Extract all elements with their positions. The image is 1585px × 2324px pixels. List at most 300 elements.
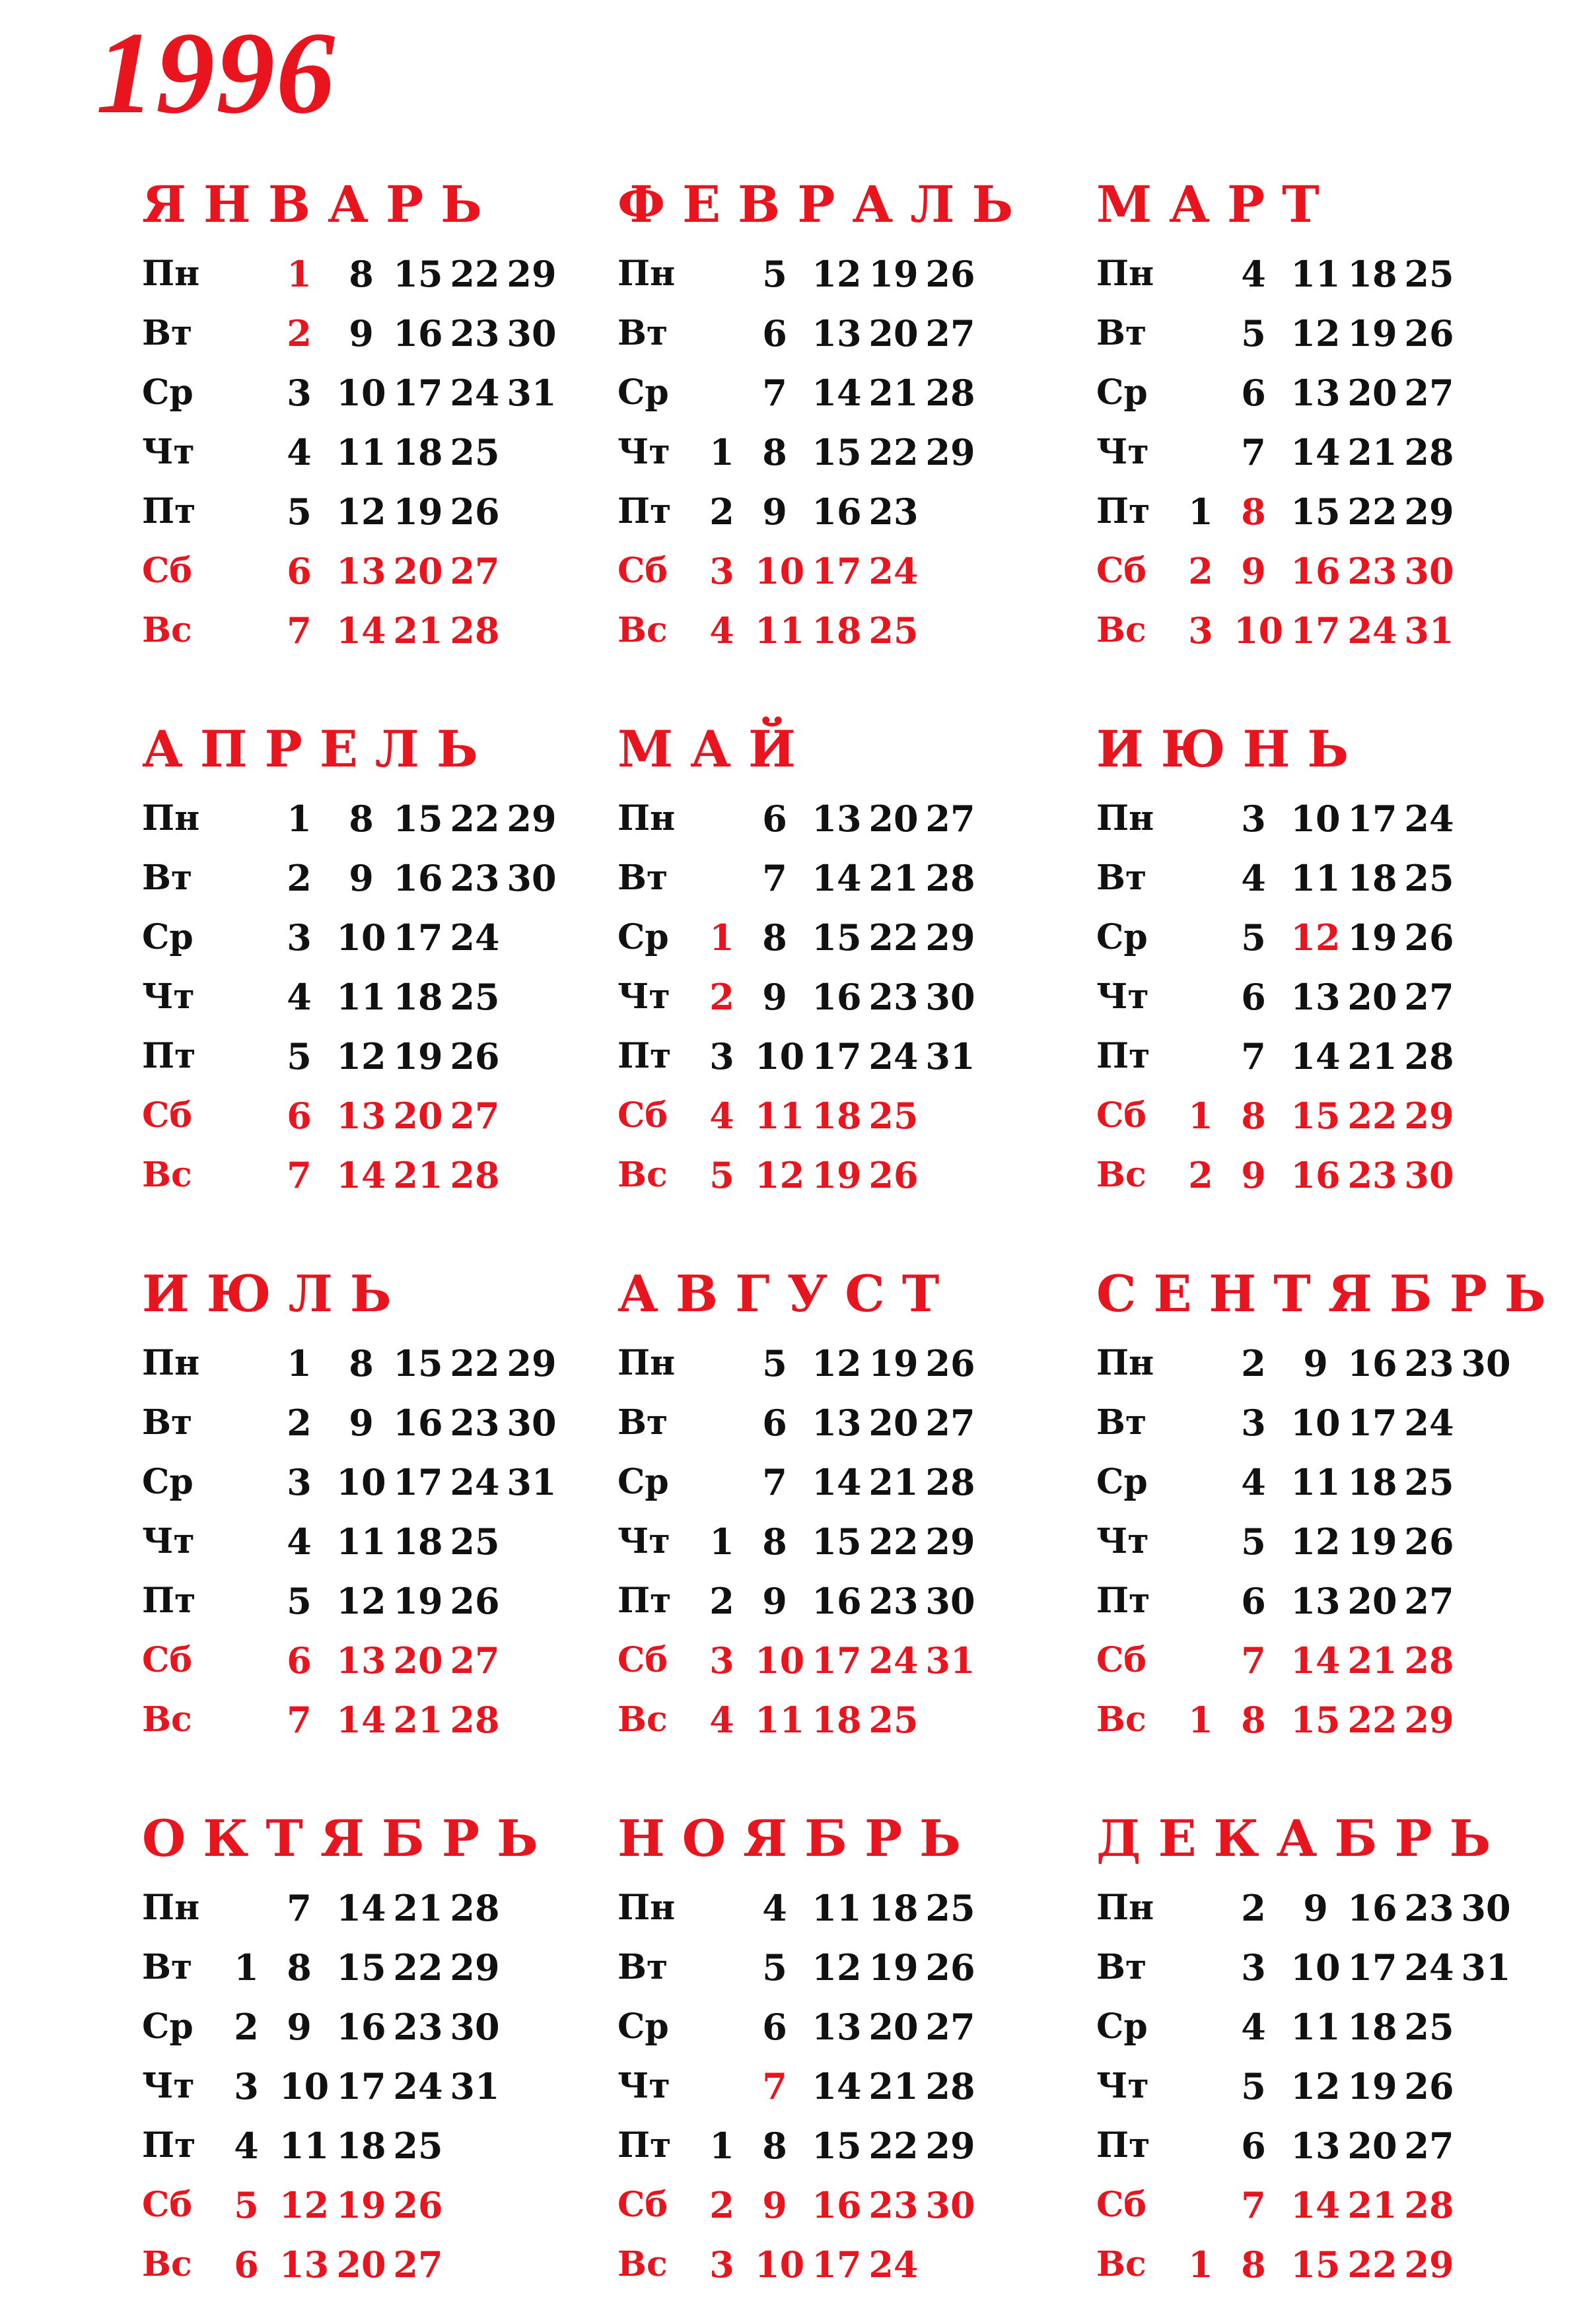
weekday-label: Ср <box>617 917 669 957</box>
weekday-row <box>1096 1145 1572 1205</box>
day-cell: 31 <box>925 1035 975 1077</box>
day-cell: 27 <box>1404 976 1454 1018</box>
day-cell: 16 <box>812 1580 862 1622</box>
day-cell: 10 <box>1290 1402 1341 1444</box>
day-cell: 2 <box>287 857 312 899</box>
weekday-label: Вт <box>142 858 193 898</box>
day-cell: 4 <box>1241 253 1266 295</box>
day-cell: 15 <box>1290 1095 1341 1137</box>
day-cell: 25 <box>393 2125 443 2167</box>
day-cell: 28 <box>450 609 500 652</box>
day-cell: 29 <box>507 798 557 840</box>
weekday-row <box>1096 2175 1572 2235</box>
day-cell: 7 <box>762 372 787 414</box>
day-cell: 23 <box>1347 550 1397 592</box>
weekday-label: Пн <box>142 1888 200 1928</box>
weekday-row <box>142 482 617 541</box>
day-cell: 28 <box>925 1461 975 1503</box>
weekday-row <box>142 2057 617 2116</box>
day-cell: 4 <box>762 1887 787 1929</box>
weekday-row <box>142 304 617 363</box>
weekday-label: Пн <box>142 798 200 838</box>
day-cell: 10 <box>755 550 805 592</box>
day-cell: 27 <box>450 550 500 592</box>
weekday-row <box>617 1027 1093 1086</box>
day-cell: 12 <box>336 1580 386 1622</box>
day-cell: 14 <box>1290 2184 1341 2226</box>
day-cell: 8 <box>349 798 374 840</box>
day-cell: 24 <box>450 916 500 959</box>
day-cell: 6 <box>287 550 312 592</box>
day-cell: 22 <box>868 1521 919 1563</box>
weekday-label: Пт <box>617 491 672 531</box>
day-cell: 2 <box>709 1580 734 1622</box>
day-cell: 23 <box>450 857 500 899</box>
day-cell: 29 <box>507 253 557 295</box>
day-cell: 23 <box>868 1580 919 1622</box>
weekday-label: Пт <box>617 1581 672 1621</box>
weekday-row <box>1096 1086 1572 1145</box>
weekday-label: Чт <box>142 976 195 1017</box>
weekday-row <box>1096 304 1572 363</box>
day-cell: 11 <box>1290 253 1341 295</box>
day-cell: 26 <box>925 1946 975 1989</box>
day-cell: 19 <box>1347 2065 1397 2107</box>
weekday-row <box>1096 601 1572 660</box>
day-cell: 28 <box>925 372 975 414</box>
weekday-row <box>142 1997 617 2057</box>
month-block <box>617 713 1093 1235</box>
day-cell: 13 <box>336 1639 386 1682</box>
day-cell: 25 <box>868 1095 919 1137</box>
weekday-label: Пн <box>142 1343 200 1383</box>
day-cell: 14 <box>812 2065 862 2107</box>
weekday-row <box>617 2057 1093 2116</box>
day-cell: 28 <box>1404 2184 1454 2226</box>
day-cell: 7 <box>287 1699 312 1741</box>
day-cell: 12 <box>279 2184 330 2226</box>
day-cell: 22 <box>1347 491 1397 533</box>
day-cell: 19 <box>1347 312 1397 355</box>
day-cell: 30 <box>507 1402 557 1444</box>
weekday-label: Вт <box>617 1402 668 1443</box>
weekday-row <box>1096 1512 1572 1571</box>
day-cell: 3 <box>287 916 312 959</box>
weekday-row <box>617 304 1093 363</box>
day-cell: 18 <box>868 1887 919 1929</box>
weekday-row <box>617 908 1093 967</box>
day-cell: 23 <box>1347 1154 1397 1196</box>
day-cell: 13 <box>812 2006 862 2048</box>
day-cell: 17 <box>393 916 443 959</box>
day-cell: 17 <box>1347 1946 1397 1989</box>
day-cell: 12 <box>755 1154 805 1196</box>
day-cell: 29 <box>925 1521 975 1563</box>
day-cell: 24 <box>1404 798 1454 840</box>
day-cell: 2 <box>1188 1154 1213 1196</box>
day-cell: 11 <box>755 609 805 652</box>
day-cell: 3 <box>709 1639 734 1682</box>
day-cell: 12 <box>1290 312 1341 355</box>
day-cell: 27 <box>925 1402 975 1444</box>
month-block <box>617 1258 1093 1779</box>
month-block <box>1096 1258 1572 1779</box>
day-cell: 26 <box>925 253 975 295</box>
day-cell: 25 <box>1404 857 1454 899</box>
day-cell: 16 <box>1290 1154 1341 1196</box>
weekday-label: Ср <box>1096 2006 1148 2047</box>
day-cell: 7 <box>287 609 312 652</box>
day-cell: 24 <box>1404 1402 1454 1444</box>
day-cell: 7 <box>287 1154 312 1196</box>
weekday-label: Сб <box>1096 551 1147 591</box>
weekday-row <box>142 848 617 908</box>
day-cell: 21 <box>868 372 919 414</box>
day-cell: 12 <box>336 1035 386 1077</box>
day-cell: 10 <box>755 1639 805 1682</box>
day-cell: 18 <box>812 609 862 652</box>
day-cell: 13 <box>812 1402 862 1444</box>
day-cell: 21 <box>868 2065 919 2107</box>
day-cell: 6 <box>287 1095 312 1137</box>
day-cell: 15 <box>812 916 862 959</box>
month-block <box>142 713 617 1235</box>
day-cell: 29 <box>1404 2243 1454 2286</box>
day-cell: 31 <box>1404 609 1454 652</box>
day-cell: 3 <box>709 550 734 592</box>
month-name: МАЙ <box>617 720 813 778</box>
day-cell: 14 <box>812 1461 862 1503</box>
weekday-label: Ср <box>142 1462 194 1502</box>
weekday-label: Пн <box>617 254 676 294</box>
day-cell: 17 <box>1347 798 1397 840</box>
day-cell: 30 <box>1404 1154 1454 1196</box>
day-cell: 1 <box>287 1342 312 1384</box>
weekday-label: Вс <box>1096 610 1146 650</box>
day-cell: 18 <box>812 1095 862 1137</box>
day-cell: 19 <box>336 2184 386 2226</box>
day-cell: 24 <box>450 1461 500 1503</box>
day-cell: 11 <box>1290 2006 1341 2048</box>
day-cell: 8 <box>349 1342 374 1384</box>
day-cell: 19 <box>868 1342 919 1384</box>
weekday-row <box>142 789 617 848</box>
month-name: ДЕКАБРЬ <box>1096 1809 1508 1868</box>
weekday-row <box>142 1571 617 1631</box>
weekday-label: Сб <box>617 2185 668 2225</box>
weekday-row <box>617 244 1093 304</box>
day-cell: 19 <box>393 491 443 533</box>
weekday-label: Чт <box>142 1521 195 1561</box>
day-cell: 29 <box>925 2125 975 2167</box>
weekday-row <box>1096 1997 1572 2057</box>
day-cell: 21 <box>393 1154 443 1196</box>
weekday-label: Вт <box>1096 1947 1147 1987</box>
weekday-label: Пн <box>1096 798 1154 838</box>
day-cell: 20 <box>393 1095 443 1137</box>
day-cell: 11 <box>1290 1461 1341 1503</box>
weekday-label: Чт <box>142 2066 195 2106</box>
day-cell: 1 <box>709 1521 734 1563</box>
day-cell: 4 <box>287 431 312 473</box>
day-cell: 21 <box>1347 2184 1397 2226</box>
day-cell: 27 <box>1404 1580 1454 1622</box>
weekday-label: Ср <box>1096 372 1148 413</box>
weekday-row <box>1096 2116 1572 2175</box>
day-cell: 9 <box>762 491 787 533</box>
day-cell: 23 <box>1404 1342 1454 1384</box>
weekday-row <box>142 1631 617 1690</box>
weekday-label: Сб <box>617 1640 668 1680</box>
day-cell: 26 <box>1404 1521 1454 1563</box>
day-cell: 20 <box>393 550 443 592</box>
day-cell: 14 <box>812 372 862 414</box>
weekday-label: Пн <box>142 254 200 294</box>
day-cell: 29 <box>507 1342 557 1384</box>
weekday-label: Пт <box>142 1036 196 1076</box>
weekday-row <box>142 1878 617 1938</box>
month-name: ИЮНЬ <box>1096 720 1366 778</box>
day-cell: 14 <box>336 1699 386 1741</box>
day-cell: 8 <box>1241 1095 1266 1137</box>
weekday-row <box>617 2235 1093 2294</box>
weekday-label: Сб <box>142 2185 193 2225</box>
day-cell: 24 <box>868 2243 919 2286</box>
day-cell: 4 <box>1241 1461 1266 1503</box>
weekday-label: Ср <box>617 2006 669 2047</box>
day-cell: 15 <box>812 1521 862 1563</box>
weekday-row <box>617 482 1093 541</box>
day-cell: 4 <box>709 609 734 652</box>
day-cell: 14 <box>336 1887 386 1929</box>
day-cell: 10 <box>336 1461 386 1503</box>
day-cell: 16 <box>812 976 862 1018</box>
day-cell: 5 <box>762 1946 787 1989</box>
weekday-label: Пт <box>1096 2125 1150 2166</box>
day-cell: 25 <box>925 1887 975 1929</box>
day-cell: 30 <box>925 2184 975 2226</box>
weekday-label: Вс <box>617 610 668 650</box>
day-cell: 3 <box>709 2243 734 2286</box>
weekday-label: Вт <box>142 1402 193 1443</box>
day-cell: 1 <box>1188 2243 1213 2286</box>
day-cell: 25 <box>1404 1461 1454 1503</box>
day-cell: 21 <box>1347 1639 1397 1682</box>
day-cell: 2 <box>709 491 734 533</box>
day-cell: 12 <box>812 1946 862 1989</box>
day-cell: 13 <box>336 550 386 592</box>
day-cell: 28 <box>925 857 975 899</box>
weekday-label: Пн <box>617 1343 676 1383</box>
day-cell: 7 <box>762 1461 787 1503</box>
day-cell: 14 <box>1290 431 1341 473</box>
day-cell: 13 <box>336 1095 386 1137</box>
day-cell: 26 <box>450 1035 500 1077</box>
day-cell: 4 <box>287 1521 312 1563</box>
day-cell: 22 <box>1347 1699 1397 1741</box>
day-cell: 18 <box>1347 2006 1397 2048</box>
month-name: ФЕВРАЛЬ <box>617 175 1031 234</box>
day-cell: 13 <box>812 312 862 355</box>
weekday-label: Сб <box>142 1095 193 1136</box>
day-cell: 23 <box>868 976 919 1018</box>
day-cell: 14 <box>336 1154 386 1196</box>
weekday-row <box>1096 423 1572 482</box>
weekday-label: Ср <box>142 372 194 413</box>
weekday-row <box>617 1631 1093 1690</box>
day-cell: 29 <box>1404 1095 1454 1137</box>
weekday-label: Сб <box>1096 1095 1147 1136</box>
day-cell: 17 <box>812 1639 862 1682</box>
day-cell: 3 <box>1241 798 1266 840</box>
weekday-row <box>142 908 617 967</box>
day-cell: 30 <box>925 976 975 1018</box>
weekday-row <box>142 1690 617 1750</box>
weekday-label: Пт <box>1096 491 1150 531</box>
day-cell: 16 <box>1290 550 1341 592</box>
day-cell: 31 <box>450 2065 500 2107</box>
day-cell: 14 <box>1290 1639 1341 1682</box>
weekday-label: Вт <box>142 1947 193 1987</box>
day-cell: 1 <box>287 798 312 840</box>
day-cell: 12 <box>812 253 862 295</box>
day-cell: 7 <box>1241 1639 1266 1682</box>
weekday-label: Сб <box>617 1095 668 1136</box>
day-cell: 21 <box>393 1887 443 1929</box>
day-cell: 2 <box>1241 1342 1266 1384</box>
day-cell: 24 <box>1404 1946 1454 1989</box>
day-cell: 20 <box>336 2243 386 2286</box>
day-cell: 4 <box>234 2125 259 2167</box>
day-cell: 1 <box>287 253 312 295</box>
day-cell: 17 <box>1290 609 1341 652</box>
weekday-row <box>1096 1334 1572 1393</box>
day-cell: 13 <box>1290 1580 1341 1622</box>
day-cell: 12 <box>336 491 386 533</box>
day-cell: 15 <box>393 798 443 840</box>
day-cell: 11 <box>755 1699 805 1741</box>
day-cell: 3 <box>709 1035 734 1077</box>
weekday-label: Ср <box>1096 917 1148 957</box>
day-cell: 5 <box>1241 1521 1266 1563</box>
day-cell: 5 <box>1241 2065 1266 2107</box>
day-cell: 9 <box>1303 1342 1328 1384</box>
day-cell: 17 <box>1347 1402 1397 1444</box>
weekday-label: Вт <box>617 858 668 898</box>
month-block <box>142 1258 617 1779</box>
weekday-row <box>1096 789 1572 848</box>
day-cell: 16 <box>1347 1887 1397 1929</box>
weekday-row <box>142 541 617 601</box>
day-cell: 3 <box>287 1461 312 1503</box>
day-cell: 25 <box>868 609 919 652</box>
day-cell: 19 <box>393 1035 443 1077</box>
day-cell: 30 <box>1461 1887 1511 1929</box>
day-cell: 23 <box>450 1402 500 1444</box>
day-cell: 26 <box>450 1580 500 1622</box>
day-cell: 6 <box>287 1639 312 1682</box>
day-cell: 10 <box>755 2243 805 2286</box>
weekday-row <box>1096 2057 1572 2116</box>
day-cell: 16 <box>393 312 443 355</box>
day-cell: 22 <box>1347 1095 1397 1137</box>
weekday-label: Чт <box>142 432 195 472</box>
day-cell: 4 <box>709 1095 734 1137</box>
day-cell: 9 <box>287 2006 312 2048</box>
weekday-row <box>1096 1027 1572 1086</box>
day-cell: 27 <box>450 1639 500 1682</box>
weekday-label: Пт <box>142 491 196 531</box>
day-cell: 22 <box>450 1342 500 1384</box>
day-cell: 15 <box>812 2125 862 2167</box>
day-cell: 10 <box>1234 609 1284 652</box>
day-cell: 28 <box>1404 431 1454 473</box>
day-cell: 9 <box>1303 1887 1328 1929</box>
day-cell: 12 <box>1290 2065 1341 2107</box>
day-cell: 10 <box>336 372 386 414</box>
month-name: СЕНТЯБРЬ <box>1096 1264 1563 1323</box>
day-cell: 13 <box>1290 976 1341 1018</box>
month-block <box>617 168 1093 690</box>
day-cell: 2 <box>234 2006 259 2048</box>
weekday-label: Вс <box>1096 1699 1146 1740</box>
day-cell: 17 <box>812 1035 862 1077</box>
weekday-row <box>617 2116 1093 2175</box>
day-cell: 23 <box>1404 1887 1454 1929</box>
day-cell: 16 <box>812 491 862 533</box>
weekday-row <box>142 2116 617 2175</box>
day-cell: 16 <box>812 2184 862 2226</box>
day-cell: 7 <box>1241 1035 1266 1077</box>
day-cell: 26 <box>1404 916 1454 959</box>
day-cell: 1 <box>709 916 734 959</box>
day-cell: 9 <box>762 2184 787 2226</box>
weekday-label: Пт <box>617 1036 672 1076</box>
weekday-label: Пн <box>1096 1343 1154 1383</box>
day-cell: 8 <box>762 1521 787 1563</box>
weekday-row <box>617 2175 1093 2235</box>
day-cell: 8 <box>762 916 787 959</box>
day-cell: 11 <box>279 2125 330 2167</box>
day-cell: 27 <box>1404 2125 1454 2167</box>
weekday-row <box>142 1145 617 1205</box>
weekday-label: Вт <box>1096 858 1147 898</box>
day-cell: 3 <box>1241 1946 1266 1989</box>
day-cell: 15 <box>1290 2243 1341 2286</box>
day-cell: 26 <box>450 491 500 533</box>
weekday-row <box>1096 967 1572 1027</box>
weekday-label: Сб <box>1096 2185 1147 2225</box>
day-cell: 24 <box>1347 609 1397 652</box>
weekday-label: Вс <box>1096 1155 1146 1195</box>
day-cell: 22 <box>1347 2243 1397 2286</box>
weekday-label: Ср <box>1096 1462 1148 1502</box>
day-cell: 24 <box>393 2065 443 2107</box>
day-cell: 30 <box>507 857 557 899</box>
day-cell: 15 <box>393 253 443 295</box>
day-cell: 10 <box>1290 1946 1341 1989</box>
day-cell: 20 <box>1347 372 1397 414</box>
day-cell: 19 <box>812 1154 862 1196</box>
day-cell: 11 <box>812 1887 862 1929</box>
day-cell: 15 <box>336 1946 386 1989</box>
day-cell: 8 <box>1241 491 1266 533</box>
month-name: НОЯБРЬ <box>617 1809 978 1868</box>
day-cell: 3 <box>234 2065 259 2107</box>
weekday-row <box>1096 541 1572 601</box>
day-cell: 2 <box>1188 550 1213 592</box>
day-cell: 26 <box>925 1342 975 1384</box>
